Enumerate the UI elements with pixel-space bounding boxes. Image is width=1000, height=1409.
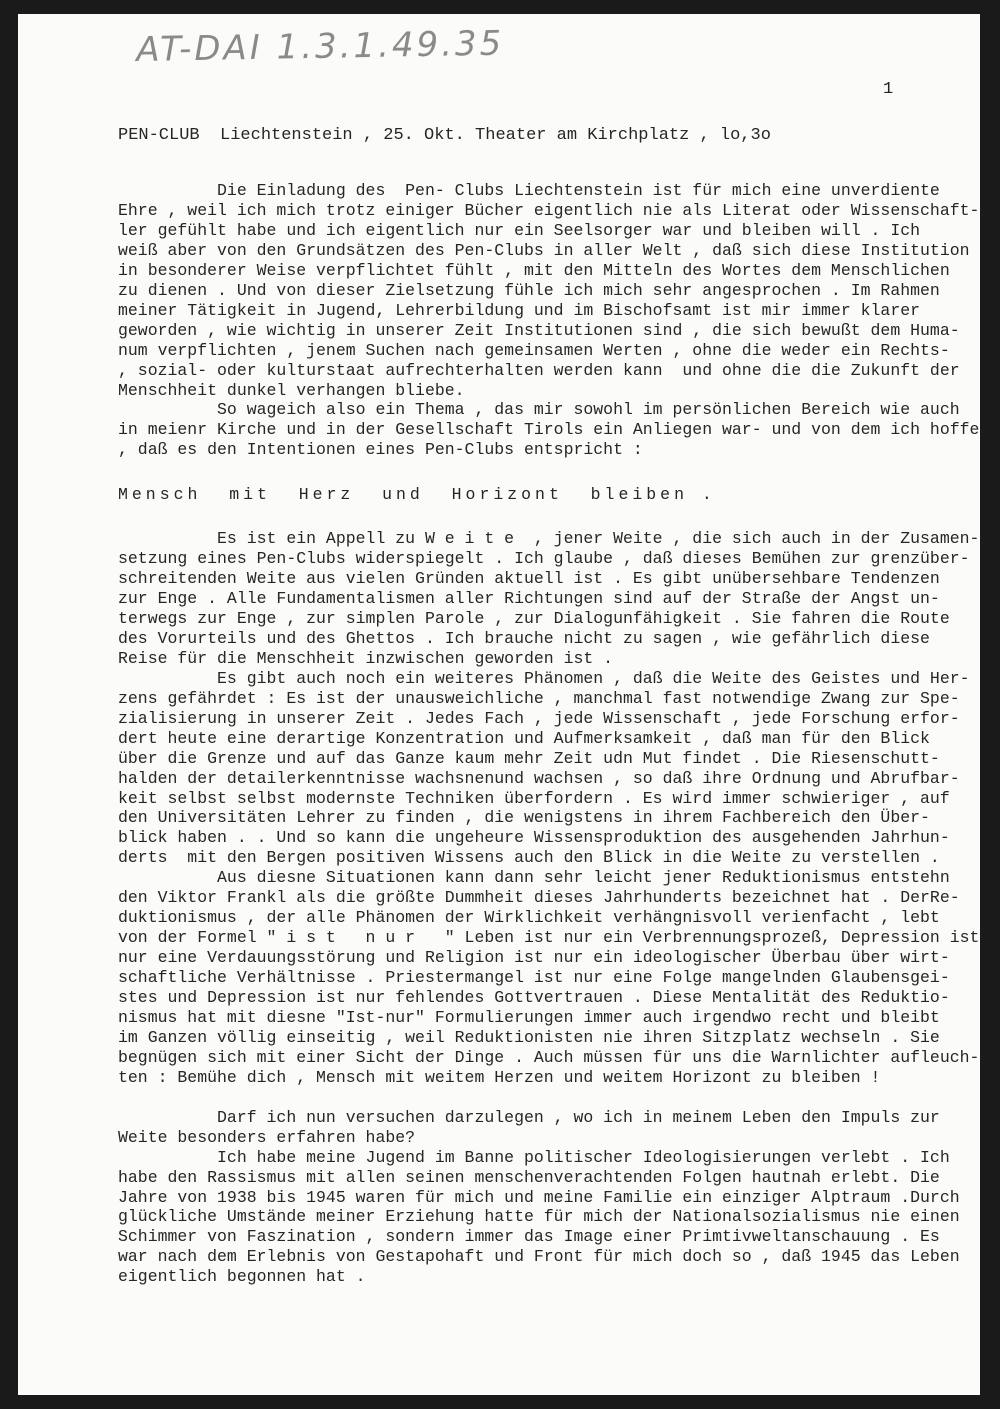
text-line: setzung eines Pen-Clubs widerspiegelt . Ich glaube , daß dieses Bemühen zur grenzüber- <box>118 549 970 569</box>
text-line: Es ist ein Appell zu W e i t e , jener Weite , die sich auch in der Zusamen- <box>118 529 980 549</box>
text-line: Darf ich nun versuchen darzulegen , wo ich in meinem Leben den Impuls zur <box>118 1107 940 1127</box>
text-line: über die Grenze und auf das Ganze kaum mehr Zeit udn Mut findet . Die Riesenschutt- <box>118 748 940 768</box>
text-line: meiner Tätigkeit in Jugend, Lehrerbildung und im Bischofsamt ist mir immer klarer <box>118 300 921 320</box>
text-line: eigentlich begonnen hat . <box>118 1267 366 1287</box>
text-line: den Viktor Frankl als die größte Dummheit dieses Jahrhunderts bezeichnet hat . DerRe- <box>118 888 960 908</box>
text-line: zu dienen . Und von dieser Zielsetzung fühle ich mich sehr angesprochen . Im Rahmen <box>118 280 940 300</box>
text-line: dert heute eine derartige Konzentration und Aufmerksamkeit , daß man für den Blick <box>118 728 930 748</box>
text-line: Aus diesne Situationen kann dann sehr leicht jener Reduktionismus entstehn <box>118 868 950 888</box>
text-line: geworden , wie wichtig in unserer Zeit Institutionen sind , die sich bewußt dem Huma- <box>118 320 960 340</box>
text-line: Ehre , weil ich mich trotz einiger Bücher eigentlich nie als Literat oder Wissenschaft- <box>118 200 980 220</box>
text-line: Die Einladung des Pen- Clubs Liechtenstein ist für mich eine unverdiente <box>118 181 940 200</box>
text-line: duktionismus , der alle Phänomen der Wirklichkeit verhängnisvoll verienfacht , lebt <box>118 908 940 928</box>
text-line: in besonderer Weise verpflichtet fühlt , mit den Mitteln des Wortes dem Menschlichen <box>118 260 950 280</box>
text-line: ler gefühlt habe und ich eigentlich nur ein Seelsorger war und bleiben will . Ich <box>118 220 921 240</box>
text-line: So wageich also ein Thema , das mir sowohl im persönlichen Bereich wie auch <box>118 400 960 420</box>
text-line: schaftliche Verhältnisse . Priestermangel ist nur eine Folge mangelnden Glaubensgei- <box>118 968 950 988</box>
text-line: ten : Bemühe dich , Mensch mit weitem Herzen und weitem Horizont zu bleiben ! <box>118 1067 881 1087</box>
text-line: num verpflichten , jenem Suchen nach gemeinsamen Werten , ohne die weder ein Rechts- <box>118 340 950 360</box>
text-line: begnügen sich mit einer Sicht der Dinge . Auch müssen für uns die Warnlichter aufleuch- <box>118 1047 980 1067</box>
text-line: den Universitäten Lehrer zu finden , die wenigstens in ihrem Fachbereich den Über- <box>118 808 930 828</box>
text-line: des Vorurteils und des Ghettos . Ich brauche nicht zu sagen , wie gefährlich diese <box>118 628 930 648</box>
text-line: zur Enge . Alle Fundamentalismen aller Richtungen sind auf der Straße der Angst un- <box>118 589 940 608</box>
text-line: zialisierung in unserer Zeit . Jedes Fach , jede Wissenschaft , jede Forschung erfor- <box>118 708 960 728</box>
document-page <box>18 14 980 1395</box>
text-line: stes und Depression ist nur fehlendes Gottvertrauen . Diese Mentalität des Reduktio- <box>118 988 950 1007</box>
archive-signature: AT-DAI 1.3.1.49.35 <box>136 23 505 70</box>
text-line: Es gibt auch noch ein weiteres Phänomen , daß die Weite des Geistes und Her- <box>118 668 970 688</box>
text-line: , sozial- oder kulturstaat aufrechterhalten werden kann und ohne die die Zukunft der <box>118 360 960 380</box>
text-line: Weite besonders erfahren habe? <box>118 1127 416 1147</box>
text-line: blick haben . . Und so kann die ungeheure Wissensproduktion des ausgehenden Jahrhun- <box>118 828 950 848</box>
text-line: von der Formel " i s t n u r " Leben ist nur ein Verbrennungsprozeß, Depression ist <box>118 928 980 948</box>
text-line: halden der detailerkenntnisse wachsnenund wachsen , so daß ihre Ordnung und Abrufbar- <box>118 768 960 788</box>
text-line: keit selbst selbst modernste Techniken überfordern . Es wird immer schwieriger , auf <box>118 788 950 808</box>
text-line: schreitenden Weite aus vielen Gründen aktuell ist . Es gibt unübersehbare Tendenzen <box>118 569 940 589</box>
text-line: in meienr Kirche und in der Gesellschaft Tirols ein Anliegen war- und von dem ich hoffe <box>118 420 980 440</box>
letter-header: PEN-CLUB Liechtenstein , 25. Okt. Theater am Kirchplatz , lo,3o <box>118 126 771 145</box>
text-line: Menschheit dunkel verhangen bliebe. <box>118 380 465 400</box>
section-heading: Mensch mit Herz und Horizont bleiben . <box>118 485 716 505</box>
text-line: war nach dem Erlebnis von Gestapohaft und Front für mich doch so , daß 1945 das Leben <box>118 1247 960 1267</box>
text-line: derts mit den Bergen positiven Wissens auch den Blick in die Weite zu verstellen . <box>118 848 940 868</box>
text-line: Ich habe meine Jugend im Banne politischer Ideologisierungen verlebt . Ich <box>118 1147 950 1167</box>
text-line: zens gefährdet : Es ist der unausweichliche , manchmal fast notwendige Zwang zur Spe- <box>118 688 960 708</box>
text-line: nur eine Verdauungsstörung und Religion ist nur ein ideologischer Überbau über wirt- <box>118 948 950 968</box>
text-line: habe den Rassismus mit allen seinen menschenverachtenden Folgen hautnah erlebt. Die <box>118 1167 940 1187</box>
text-line: glückliche Umstände meiner Erziehung hatte für mich der Nationalsozialismus nie einen <box>118 1207 960 1227</box>
text-line: terwegs zur Enge , zur simplen Parole , zur Dialogunfähigkeit . Sie fahren die Route <box>118 608 950 628</box>
text-line: im Ganzen völlig einseitig , weil Reduktionisten nie ihren Sitzplatz wechseln . Sie <box>118 1027 940 1047</box>
page-number: 1 <box>883 80 894 99</box>
text-line: Jahre von 1938 bis 1945 waren für mich und meine Familie ein einziger Alptraum .Durch <box>118 1187 960 1207</box>
text-line: nismus hat mit diesne "Ist-nur" Formulierungen immer auch irgendwo recht und bleibt <box>118 1007 940 1027</box>
text-line: Schimmer von Faszination , sondern immer das Image einer Primtivweltanschauung . Es <box>118 1227 940 1247</box>
text-line: Reise für die Menschheit inzwischen geworden ist . <box>118 648 614 668</box>
text-line: weiß aber von den Grundsätzen des Pen-Clubs in aller Welt , daß sich diese Institution <box>118 240 970 260</box>
text-line: , daß es den Intentionen eines Pen-Clubs entspricht : <box>118 440 643 460</box>
